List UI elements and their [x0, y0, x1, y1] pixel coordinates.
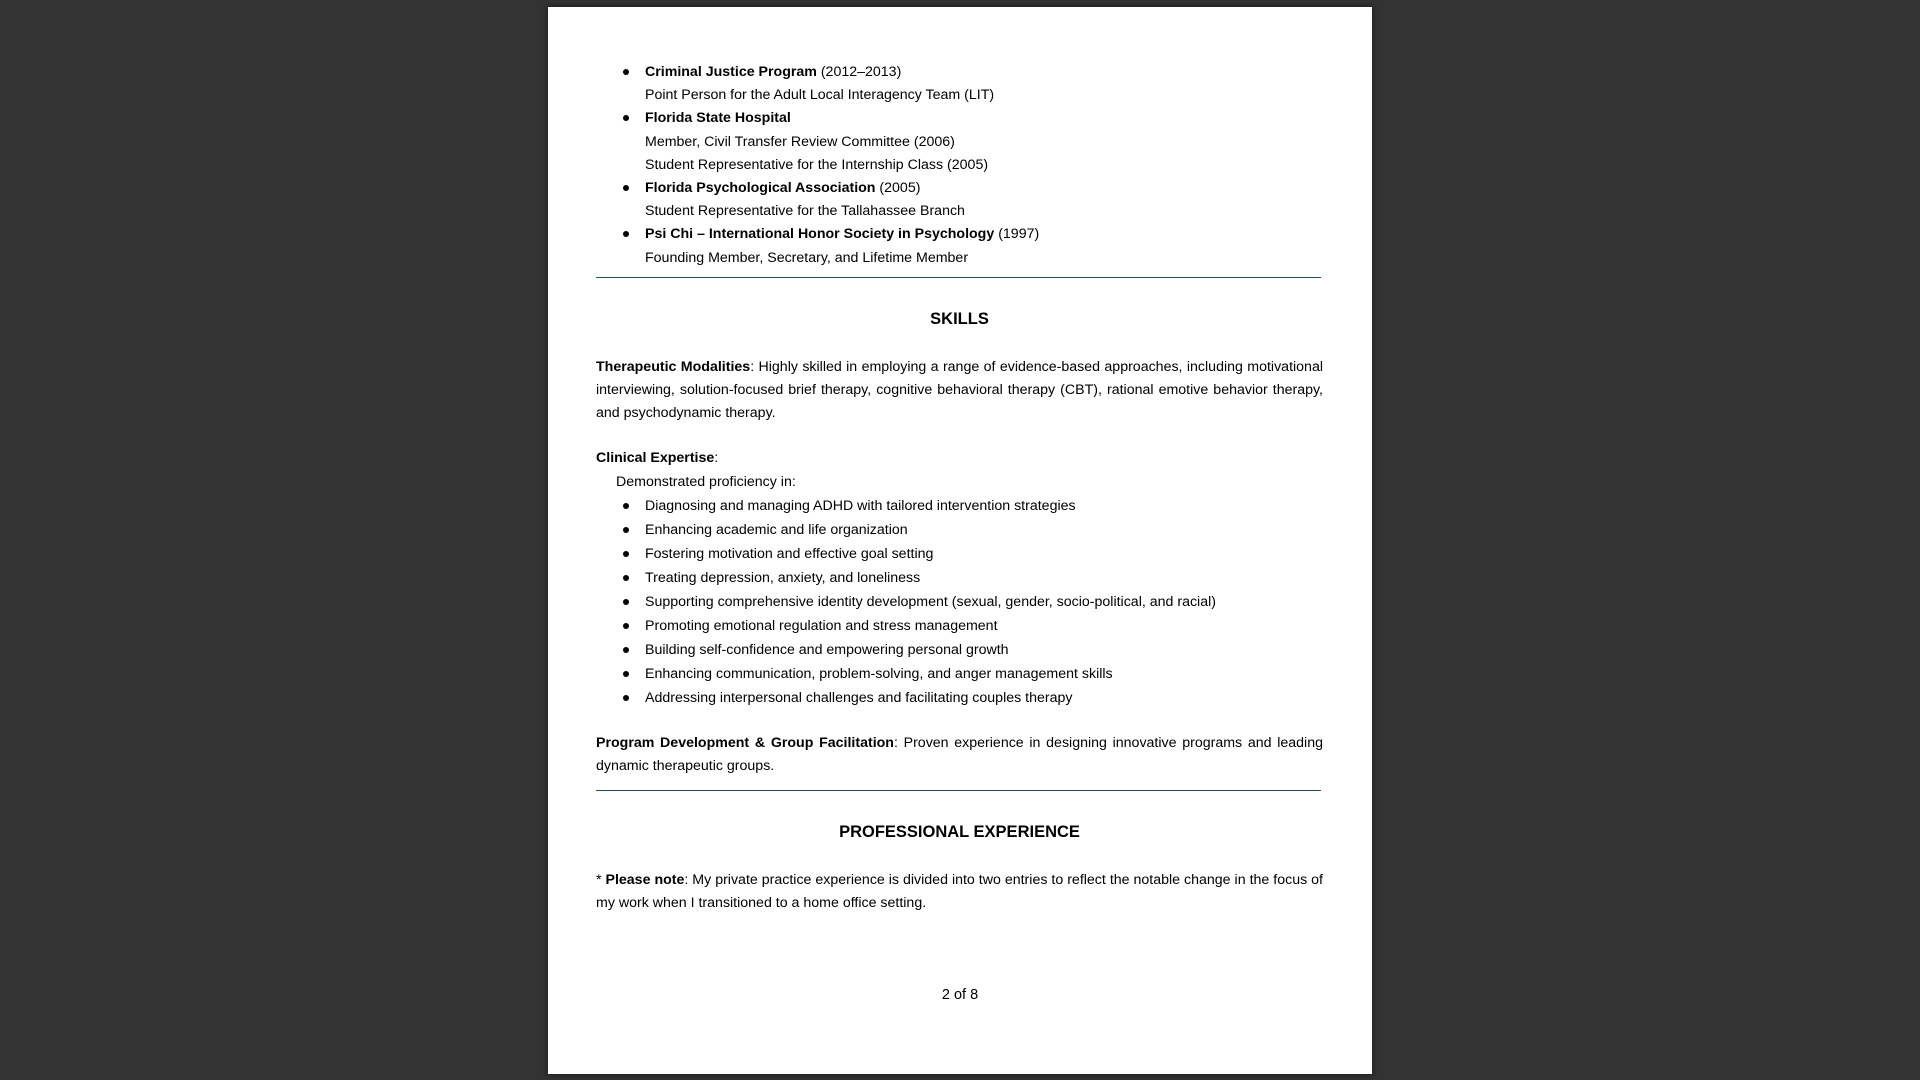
- section-divider: [596, 790, 1321, 791]
- affiliation-org: Psi Chi – International Honor Society in Psychology: [645, 226, 995, 243]
- affiliation-org: Florida Psychological Association: [645, 180, 876, 197]
- affiliation-item: [596, 61, 1323, 107]
- affiliations-list: [596, 61, 1323, 270]
- skills-heading: SKILLS: [930, 309, 989, 328]
- please-note-text: : My private practice experience is divided into two entries to reflect the notable change in the focus of my work when I transitioned to a home office setting.: [596, 872, 1323, 912]
- list-item: Supporting comprehensive identity development (sexual, gender, socio-political, and racial): [596, 590, 1323, 614]
- affiliation-years: (2012–2013): [816, 64, 902, 80]
- program-development-text: : Proven experience in designing innovative programs and leading dynamic therapeutic groups.: [596, 734, 1323, 775]
- list-item: Enhancing communication, problem-solving, and anger management skills: [596, 662, 1323, 686]
- affiliation-item: [596, 223, 1323, 269]
- therapeutic-modalities-paragraph: [596, 356, 1323, 426]
- affiliation-org: Florida State Hospital: [645, 110, 791, 127]
- list-item: Fostering motivation and effective goal setting: [596, 542, 1323, 566]
- clinical-expertise-label: Clinical Expertise: [596, 450, 715, 467]
- professional-experience-heading: PROFESSIONAL EXPERIENCE: [839, 823, 1080, 842]
- affiliation-detail: Student Representative for the Tallahassee Branch: [645, 203, 965, 220]
- document-page: [548, 7, 1372, 1074]
- section-divider: [596, 277, 1321, 278]
- list-item: Addressing interpersonal challenges and facilitating couples therapy: [596, 686, 1323, 710]
- please-note-label: Please note: [605, 872, 685, 889]
- affiliation-years: (1997): [994, 226, 1040, 243]
- therapeutic-modalities-text: : Highly skilled in employing a range of evidence-based approaches, including motivational interviewing, solution-focused brief therapy, cognitive behavioral therapy (CBT), rational emotive behavior therapy, and psychodynamic therapy.: [596, 358, 1323, 422]
- list-item: Building self-confidence and empowering personal growth: [596, 638, 1323, 662]
- list-item: Enhancing academic and life organization: [596, 518, 1323, 542]
- list-item: Treating depression, anxiety, and loneliness: [596, 566, 1323, 590]
- affiliation-item: [596, 107, 1323, 177]
- affiliation-years: (2005): [875, 180, 921, 197]
- affiliation-detail: Member, Civil Transfer Review Committee (2006): [645, 133, 955, 150]
- list-item: Promoting emotional regulation and stress management: [596, 614, 1323, 638]
- page-number: 2 of 8: [941, 987, 979, 1003]
- program-development-label: Program Development & Group Facilitation: [596, 734, 894, 751]
- clinical-expertise-heading: Clinical Expertise:: [596, 450, 719, 467]
- program-development-paragraph: [596, 732, 1323, 778]
- affiliation-item: [596, 177, 1323, 223]
- list-item: Diagnosing and managing ADHD with tailored intervention strategies: [596, 494, 1323, 518]
- affiliation-detail: Point Person for the Adult Local Interagency Team (LIT): [645, 87, 995, 104]
- clinical-expertise-list: [596, 494, 1323, 710]
- page-content: [596, 61, 1323, 916]
- affiliation-org: Criminal Justice Program: [645, 64, 817, 80]
- please-note-paragraph: * Please note: My private practice experience is divided into two entries to reflect the notable change in the focus of my work when I transitioned to a home office setting.: [596, 872, 1323, 912]
- clinical-expertise-intro: Demonstrated proficiency in:: [616, 473, 796, 490]
- therapeutic-modalities-label: Therapeutic Modalities: [596, 358, 751, 375]
- affiliation-detail: Founding Member, Secretary, and Lifetime Member: [645, 249, 969, 266]
- affiliation-detail: Student Representative for the Internship Class (2005): [645, 156, 989, 173]
